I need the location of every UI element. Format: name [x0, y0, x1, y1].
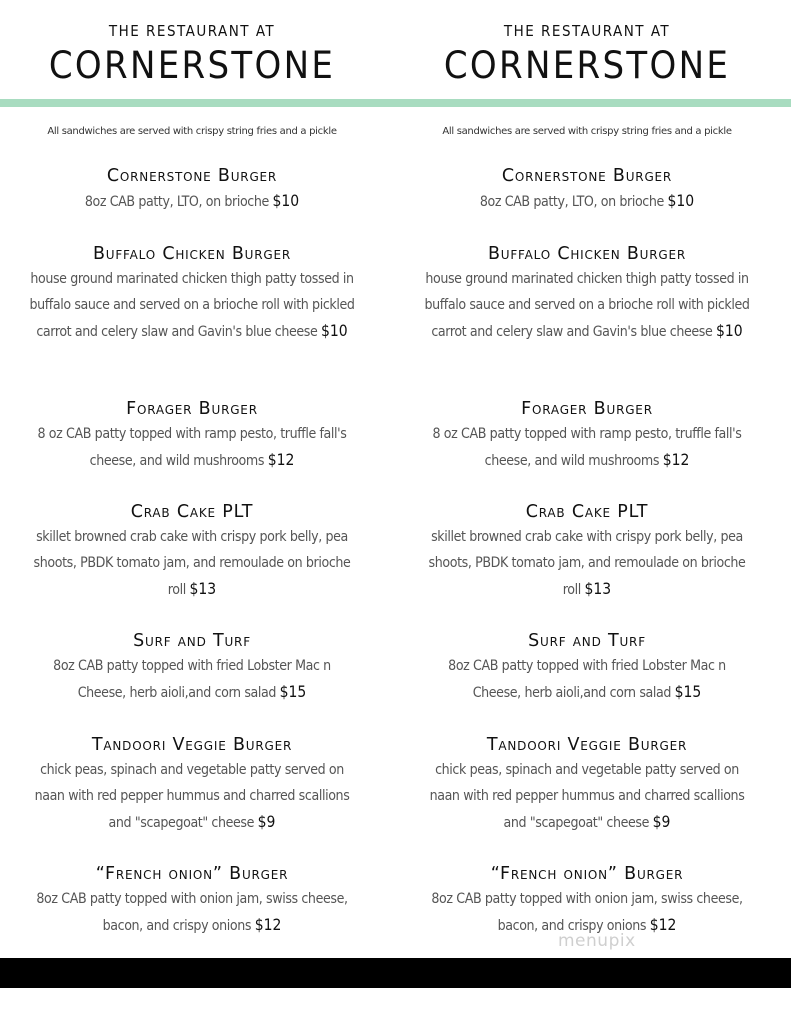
item-price: $10: [667, 191, 695, 210]
item-price: $13: [189, 579, 217, 598]
item-name: Buffalo Chicken Burger: [487, 244, 687, 264]
item-description: 8 oz CAB patty topped with ramp pesto, truffle fall's cheese, and wild mushrooms $12: [37, 426, 347, 469]
item-name: Crab Cake PLT: [525, 502, 649, 522]
item-description: skillet browned crab cake with crispy pork belly, pea shoots, PBDK tomato jam, and remoulade on brioche roll $13: [33, 529, 351, 598]
menu-item: [395, 862, 779, 939]
menu-item: [0, 629, 384, 706]
menupix-watermark: menupix: [558, 931, 636, 951]
item-name: Tandoori Veggie Burger: [91, 735, 293, 755]
menu-item: [0, 500, 384, 603]
item-description: chick peas, spinach and vegetable patty served on naan with red pepper hummus and charred scallions and "scapegoat" cheese $9: [34, 762, 350, 831]
item-price: $15: [279, 682, 307, 701]
item-name: Forager Burger: [126, 399, 258, 419]
item-price: $12: [267, 450, 295, 469]
item-price: $15: [674, 682, 702, 701]
item-price: $13: [584, 579, 612, 598]
item-price: $10: [272, 191, 300, 210]
item-name: Surf and Turf: [133, 631, 251, 651]
menu-item: [395, 629, 779, 706]
item-description: 8oz CAB patty topped with fried Lobster Mac n Cheese, herb aioli,and corn salad $15: [448, 658, 726, 701]
item-name: Surf and Turf: [528, 631, 646, 651]
item-description: house ground marinated chicken thigh patty tossed in buffalo sauce and served on a brioche roll with pickled carrot and celery slaw and Gavin's blue cheese $10: [29, 271, 355, 340]
item-description: 8oz CAB patty topped with fried Lobster Mac n Cheese, herb aioli,and corn salad $15: [53, 658, 331, 701]
item-description: 8oz CAB patty, LTO, on brioche $10: [84, 191, 300, 210]
sandwich-note: All sandwiches are served with crispy string fries and a pickle: [47, 126, 337, 137]
menu-column-right: [395, 0, 779, 958]
item-name: Crab Cake PLT: [130, 502, 254, 522]
item-price: $12: [662, 450, 690, 469]
item-price: $9: [652, 812, 671, 831]
sandwich-note: All sandwiches are served with crispy string fries and a pickle: [442, 126, 732, 137]
menu-item: [395, 733, 779, 836]
item-name: Cornerstone Burger: [501, 166, 673, 186]
menu-item: [0, 862, 384, 939]
restaurant-subtitle: THE RESTAURANT AT: [108, 22, 276, 40]
footer-bar: [0, 958, 791, 988]
restaurant-title: CORNERSTONE: [48, 44, 336, 87]
item-price: $10: [321, 321, 348, 340]
item-price: $12: [649, 915, 677, 934]
item-description: 8 oz CAB patty topped with ramp pesto, truffle fall's cheese, and wild mushrooms $12: [432, 426, 742, 469]
item-description: 8oz CAB patty topped with onion jam, swiss cheese, bacon, and crispy onions $12: [36, 891, 348, 934]
menu-item: [0, 397, 384, 474]
restaurant-title: CORNERSTONE: [443, 44, 731, 87]
item-description: chick peas, spinach and vegetable patty served on naan with red pepper hummus and charred scallions and "scapegoat" cheese $9: [429, 762, 745, 831]
menu-item: [395, 164, 779, 215]
menu-item: [0, 733, 384, 836]
item-price: $9: [257, 812, 276, 831]
item-price: $10: [716, 321, 743, 340]
item-name: Forager Burger: [521, 399, 653, 419]
menu-column-left: [0, 0, 384, 958]
menu-item: [0, 242, 384, 345]
item-name: Buffalo Chicken Burger: [92, 244, 292, 264]
item-name: Tandoori Veggie Burger: [486, 735, 688, 755]
item-description: 8oz CAB patty, LTO, on brioche $10: [479, 191, 695, 210]
item-name: “French onion” Burger: [490, 864, 684, 884]
menu-item: [395, 242, 779, 345]
item-price: $12: [254, 915, 282, 934]
item-description: house ground marinated chicken thigh patty tossed in buffalo sauce and served on a brioche roll with pickled carrot and celery slaw and Gavin's blue cheese $10: [424, 271, 750, 340]
item-name: Cornerstone Burger: [106, 166, 278, 186]
menu-item: [395, 500, 779, 603]
item-description: skillet browned crab cake with crispy pork belly, pea shoots, PBDK tomato jam, and remoulade on brioche roll $13: [428, 529, 746, 598]
restaurant-subtitle: THE RESTAURANT AT: [503, 22, 671, 40]
menu-item: [0, 164, 384, 215]
item-description: 8oz CAB patty topped with onion jam, swiss cheese, bacon, and crispy onions $12: [431, 891, 743, 934]
menu-item: [395, 397, 779, 474]
item-name: “French onion” Burger: [95, 864, 289, 884]
